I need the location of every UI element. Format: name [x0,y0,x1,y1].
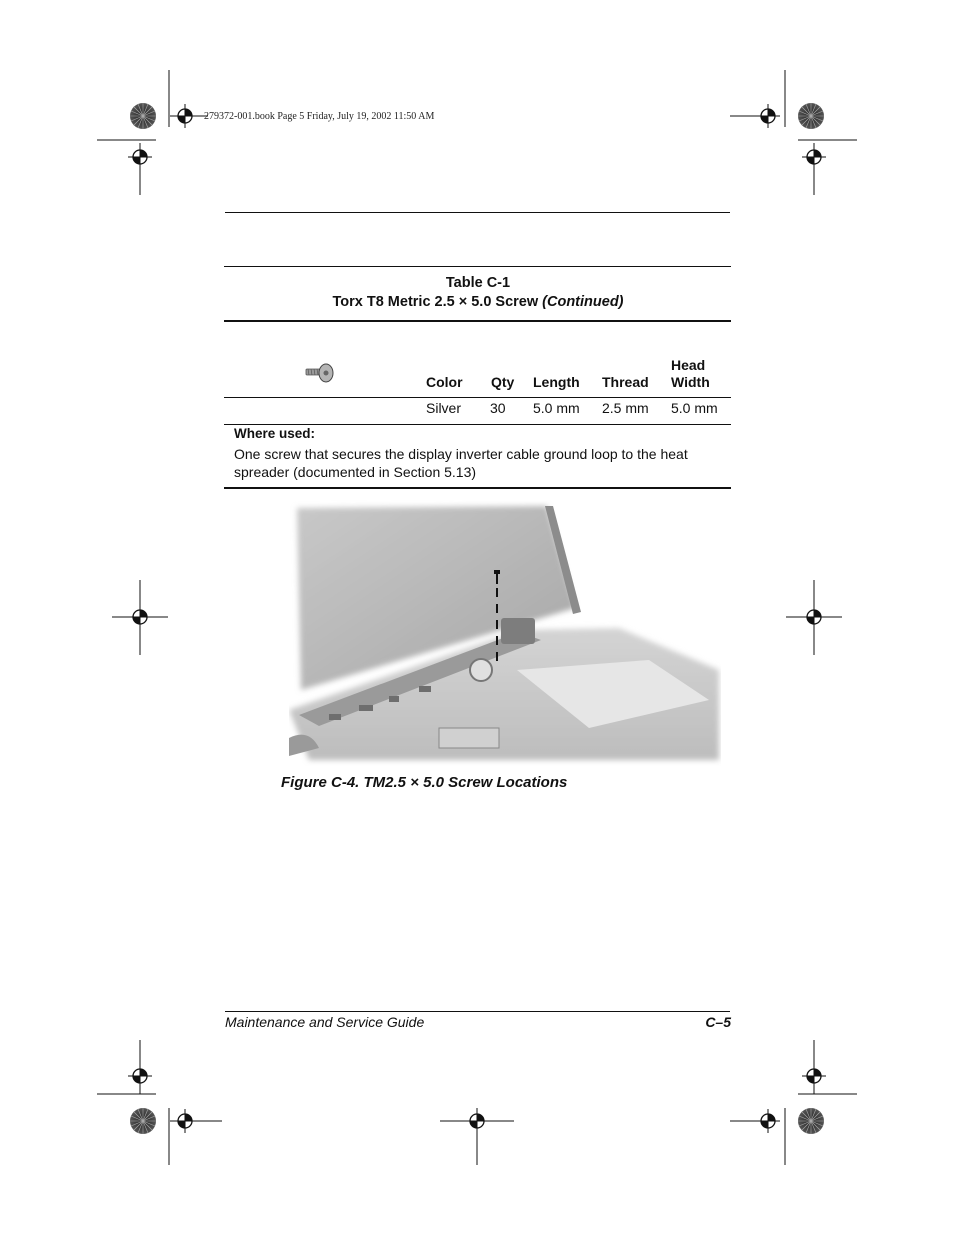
footer-guide-title: Maintenance and Service Guide [225,1014,425,1030]
header-rule [225,212,730,213]
col-head-width: Head Width [671,357,710,390]
where-used-text: One screw that secures the display inverter cable ground loop to the heat spreader (documented in Section 5.13) [234,446,688,480]
table-number: Table C-1 [445,275,511,291]
cell-thread: 2.5 mm [602,400,649,416]
table-top-rule [224,266,731,267]
file-info: 279372-001.book Page 5 Friday, July 19, 2002 11:50 AM [204,111,435,122]
cell-length: 5.0 mm [533,400,580,416]
col-color: Color [426,374,463,390]
col-thread: Thread [602,374,649,390]
table-caption [225,274,731,312]
col-qty: Qty [491,374,515,390]
table-bottom-rule [224,487,731,489]
cell-qty: 30 [490,400,506,416]
page-number: C–5 [705,1014,731,1030]
col-length: Length [533,374,580,390]
screw-icon [305,361,337,385]
where-used-label: Where used: [234,426,316,441]
data-row-rule [224,424,731,425]
laptop-figure [289,500,721,766]
table-caption-rule [224,320,731,322]
cell-color: Silver [426,400,462,416]
figure-caption: Figure C-4. TM2.5 × 5.0 Screw Locations [281,774,568,791]
cell-head-width: 5.0 mm [671,400,718,416]
footer-rule [225,1011,730,1012]
table-title: Torx T8 Metric 2.5 × 5.0 Screw (Continued) [332,294,624,310]
header-row-rule [224,397,731,398]
